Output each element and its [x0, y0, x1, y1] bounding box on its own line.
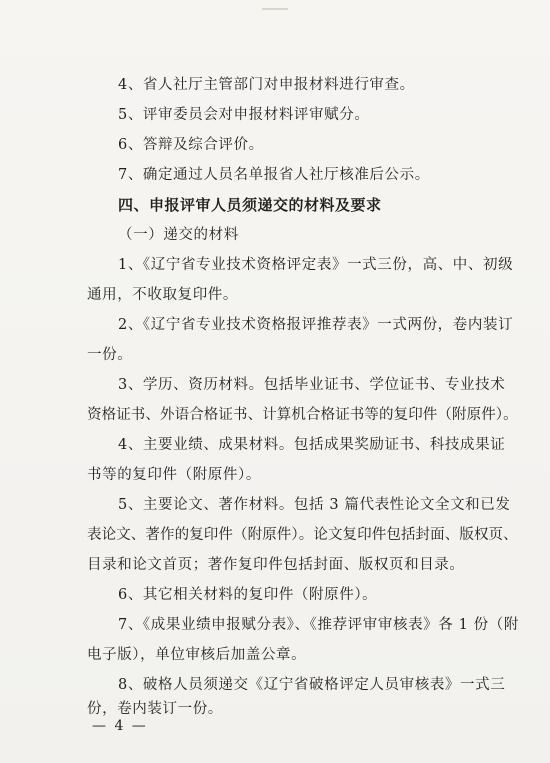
material-item-6: 6、其它相关材料的复印件（附原件）。: [118, 587, 378, 603]
list-item-5: 5、评审委员会对申报材料评审赋分。: [118, 107, 370, 123]
page-number: — 4 —: [92, 718, 148, 734]
list-item-4: 4、省人社厅主管部门对申报材料进行审查。: [118, 77, 415, 93]
subsection-heading: （一）递交的材料: [118, 227, 239, 243]
material-item-8-line2: 份，卷内装订一份。: [87, 701, 223, 717]
material-item-2-line2: 一份。: [87, 347, 133, 363]
list-item-7: 7、确定通过人员名单报省人社厅核准后公示。: [118, 167, 430, 183]
material-item-5-line3: 目录和论文首页；著作复印件包括封面、版权页和目录。: [87, 557, 465, 573]
section-heading-4: 四、申报评审人员须递交的材料及要求: [118, 196, 382, 214]
scan-mark: [262, 8, 288, 10]
material-item-1-line2: 通用，不收取复印件。: [87, 287, 238, 303]
material-item-7-line2: 电子版），单位审核后加盖公章。: [87, 647, 307, 663]
material-item-7-line1: 7、《成果业绩申报赋分表》、《推荐评审审核表》各 1 份（附: [118, 617, 519, 633]
material-item-1-line1: 1、《辽宁省专业技术资格评定表》一式三份，高、中、初级: [118, 257, 514, 273]
material-item-8-line1: 8、破格人员须递交《辽宁省破格评定人员审核表》一式三: [118, 677, 506, 693]
material-item-2-line1: 2、《辽宁省专业技术资格报评推荐表》一式两份，卷内装订: [118, 317, 514, 333]
material-item-4-line1: 4、主要业绩、成果材料。包括成果奖励证书、科技成果证: [118, 437, 506, 453]
material-item-5-line1: 5、主要论文、著作材料。包括 3 篇代表性论文全文和已发: [118, 497, 511, 513]
material-item-3-line2: 资格证书、外语合格证书、计算机合格证书等的复印件（附原件）。: [87, 407, 518, 423]
list-item-6: 6、答辩及综合评价。: [118, 137, 264, 153]
material-item-5-line2: 表论文、著作的复印件（附原件）。论文复印件包括封面、版权页、: [87, 527, 518, 543]
material-item-4-line2: 书等的复印件（附原件）。: [87, 467, 261, 483]
material-item-3-line1: 3、学历、资历材料。包括毕业证书、学位证书、专业技术: [118, 377, 506, 393]
